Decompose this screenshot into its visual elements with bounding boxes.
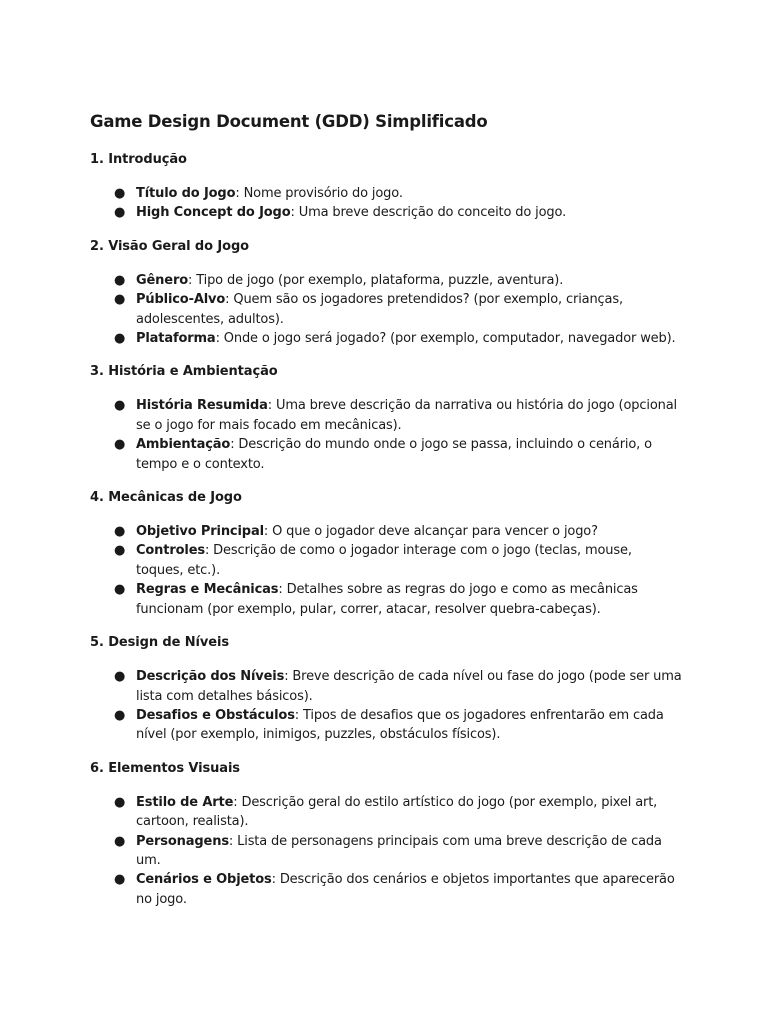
item-description: : Nome provisório do jogo.: [235, 186, 403, 201]
item-term: Personagens: [136, 833, 229, 849]
item-term: Regras e Mecânicas: [136, 582, 279, 598]
item-term: Controles: [136, 543, 205, 559]
list-item: [90, 329, 690, 348]
bullet-list: [90, 184, 690, 223]
bullet-icon: ●: [114, 794, 126, 810]
sections-container: [90, 150, 690, 909]
item-term: Título do Jogo: [136, 186, 236, 201]
list-item: [90, 271, 690, 290]
list-item: [90, 706, 690, 745]
list-item: [90, 667, 690, 706]
section-heading: 2. Visão Geral do Jogo: [90, 238, 249, 254]
bullet-icon: ●: [114, 272, 126, 288]
section: [90, 362, 690, 474]
item-term: Descrição dos Níveis: [136, 669, 285, 685]
bullet-icon: ●: [114, 872, 126, 888]
section-heading: 1. Introdução: [90, 152, 187, 167]
item-term: Estilo de Arte: [136, 794, 234, 810]
bullet-icon: ●: [114, 437, 126, 453]
bullet-icon: ●: [114, 205, 126, 221]
section-heading: 4. Mecânicas de Jogo: [90, 490, 242, 506]
section: [90, 237, 690, 349]
list-item: [90, 870, 690, 909]
item-description: : Detalhes sobre as regras do jogo e como as mecânicas funcionam (por exemplo, pular, correr, atacar, resolver quebra-cabeças).: [136, 582, 638, 617]
item-term: Público-Alvo: [136, 292, 226, 308]
item-term: Cenários e Objetos: [136, 872, 272, 888]
section: [90, 488, 690, 619]
list-item: [90, 522, 690, 541]
list-item: [90, 184, 690, 203]
section-heading: 6. Elementos Visuais: [90, 760, 240, 776]
item-description: : Descrição do mundo onde o jogo se passa, incluindo o cenário, o tempo e o contexto.: [136, 437, 652, 472]
list-item: [90, 793, 690, 832]
bullet-icon: ●: [114, 707, 126, 723]
list-item: [90, 832, 690, 871]
bullet-icon: ●: [114, 331, 126, 347]
item-term: Gênero: [136, 272, 189, 288]
bullet-icon: ●: [114, 398, 126, 414]
list-item: [90, 580, 690, 619]
item-description: : Quem são os jogadores pretendidos? (por exemplo, crianças, adolescentes, adultos).: [136, 292, 623, 327]
item-term: Ambientação: [136, 437, 231, 453]
bullet-list: [90, 522, 690, 619]
bullet-icon: ●: [114, 186, 126, 201]
item-description: : O que o jogador deve alcançar para vencer o jogo?: [263, 524, 598, 540]
item-description: : Descrição dos cenários e objetos importantes que aparecerão no jogo.: [136, 872, 675, 907]
item-term: História Resumida: [136, 398, 268, 414]
bullet-icon: ●: [114, 543, 126, 559]
bullet-icon: ●: [114, 292, 126, 308]
item-description: : Descrição geral do estilo artístico do jogo (por exemplo, pixel art, cartoon, realista).: [136, 794, 658, 830]
item-description: : Tipos de desafios que os jogadores enfrentarão em cada nível (por exemplo, inimigos, puzzles, obstáculos físicos).: [136, 707, 664, 743]
document-title: Game Design Document (GDD) Simplificado: [90, 112, 488, 131]
section: [90, 633, 690, 745]
item-description: : Uma breve descrição da narrativa ou história do jogo (opcional se o jogo for mais focado em mecânicas).: [136, 398, 677, 433]
bullet-icon: ●: [114, 524, 126, 540]
bullet-list: [90, 271, 690, 349]
list-item: [90, 203, 690, 222]
bullet-icon: ●: [114, 669, 126, 685]
item-description: : Uma breve descrição do conceito do jogo.: [290, 205, 567, 221]
list-item: [90, 396, 690, 435]
item-description: : Onde o jogo será jogado? (por exemplo, computador, navegador web).: [215, 331, 676, 347]
bullet-icon: ●: [114, 833, 126, 849]
item-term: Desafios e Obstáculos: [136, 707, 295, 723]
item-term: Objetivo Principal: [136, 524, 264, 540]
section-heading: 3. História e Ambientação: [90, 364, 278, 380]
item-description: : Tipo de jogo (por exemplo, plataforma, puzzle, aventura).: [188, 272, 564, 288]
list-item: [90, 290, 690, 329]
item-description: : Lista de personagens principais com uma breve descrição de cada um.: [136, 833, 662, 868]
section: [90, 150, 690, 223]
section-heading: 5. Design de Níveis: [90, 635, 229, 651]
bullet-list: [90, 396, 690, 474]
item-term: Plataforma: [136, 331, 216, 347]
item-description: : Breve descrição de cada nível ou fase do jogo (pode ser uma lista com detalhes básicos).: [136, 669, 682, 704]
list-item: [90, 541, 690, 580]
bullet-icon: ●: [114, 582, 126, 598]
document-page: [90, 108, 690, 923]
item-term: High Concept do Jogo: [136, 205, 291, 221]
list-item: [90, 435, 690, 474]
bullet-list: [90, 793, 690, 909]
section: [90, 759, 690, 909]
item-description: : Descrição de como o jogador interage com o jogo (teclas, mouse, toques, etc.).: [136, 543, 632, 578]
bullet-list: [90, 667, 690, 745]
